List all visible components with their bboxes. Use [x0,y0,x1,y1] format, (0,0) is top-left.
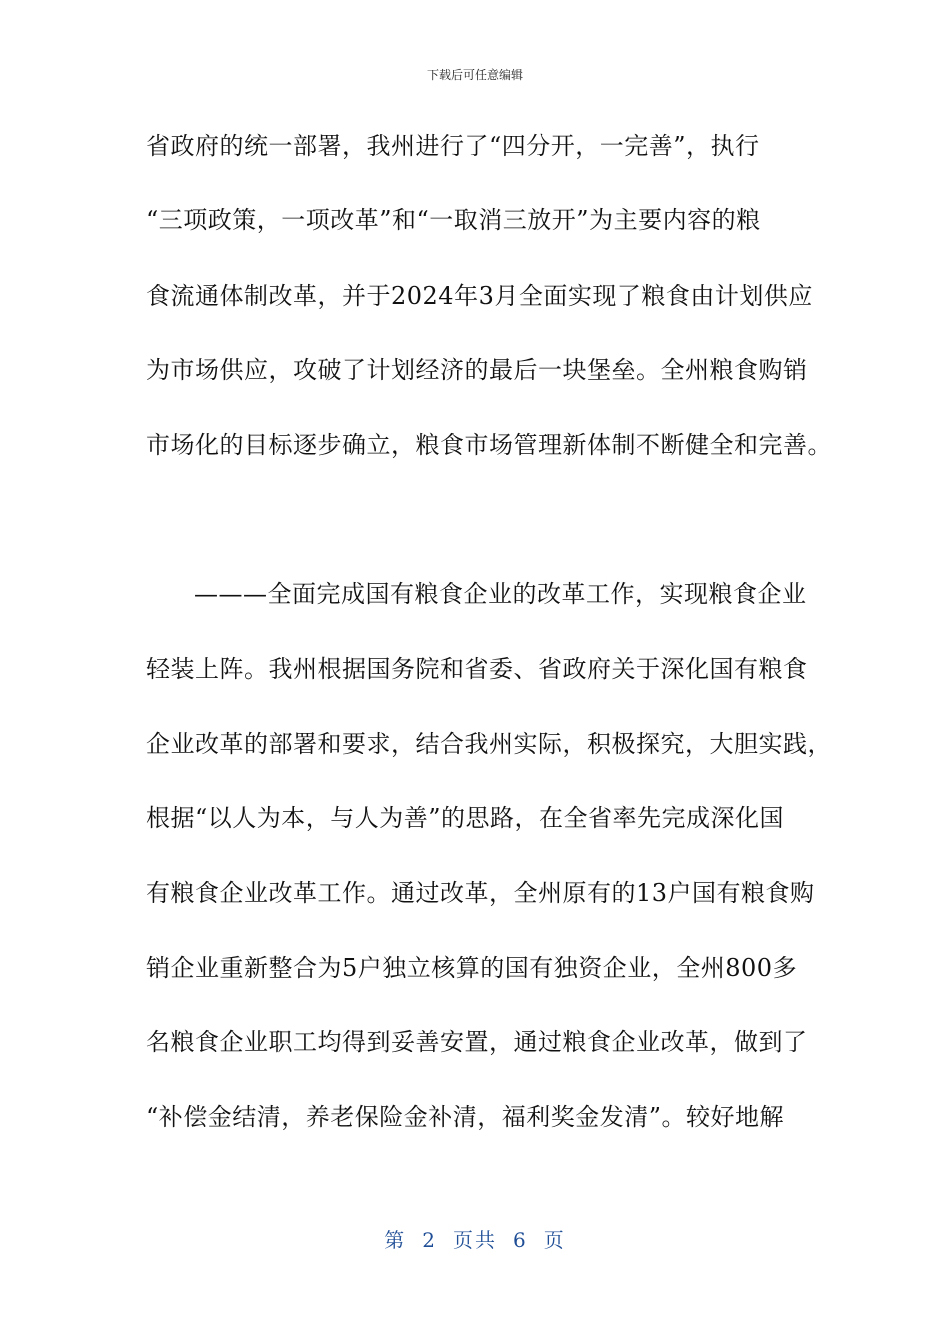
total-page-number: 6 [513,1228,528,1252]
text-line: “补偿金结清，养老保险金补清，福利奖金发清”。较好地解 [146,1103,785,1131]
text-line: 企业改革的部署和要求，结合我州实际，积极探究，大胆实践， [146,730,832,758]
page-footer [0,1224,950,1253]
text-line: 食流通体制改革，并于2024年3月全面实现了粮食由计划供应 [146,282,813,310]
text-line: “三项政策，一项改革”和“一取消三放开”为主要内容的粮 [146,206,761,234]
text-line: 名粮食企业职工均得到妥善安置，通过粮食企业改革，做到了 [146,1028,808,1056]
text-line: 省政府的统一部署，我州进行了“四分开，一完善”，执行 [146,132,760,160]
text-line: 有粮食企业改革工作。通过改革，全州原有的13户国有粮食购 [146,879,815,907]
text-line: 市场化的目标逐步确立，粮食市场管理新体制不断健全和完善。 [146,431,832,459]
text-line: 销企业重新整合为5户独立核算的国有独资企业，全州800多 [146,954,798,982]
text-line: ———全面完成国有粮食企业的改革工作，实现粮食企业 [194,580,807,608]
current-page-number: 2 [422,1228,437,1252]
footer-suffix: 页 [543,1228,566,1252]
footer-prefix: 第 [384,1228,407,1252]
text-line: 为市场供应，攻破了计划经济的最后一块堡垒。全州粮食购销 [146,356,808,384]
text-line: 轻装上阵。我州根据国务院和省委、省政府关于深化国有粮食 [146,655,808,683]
text-line: 根据“以人为本，与人为善”的思路，在全省率先完成深化国 [146,804,785,832]
page-header: 下载后可任意编辑 [426,68,523,82]
footer-middle: 页共 [453,1228,497,1252]
